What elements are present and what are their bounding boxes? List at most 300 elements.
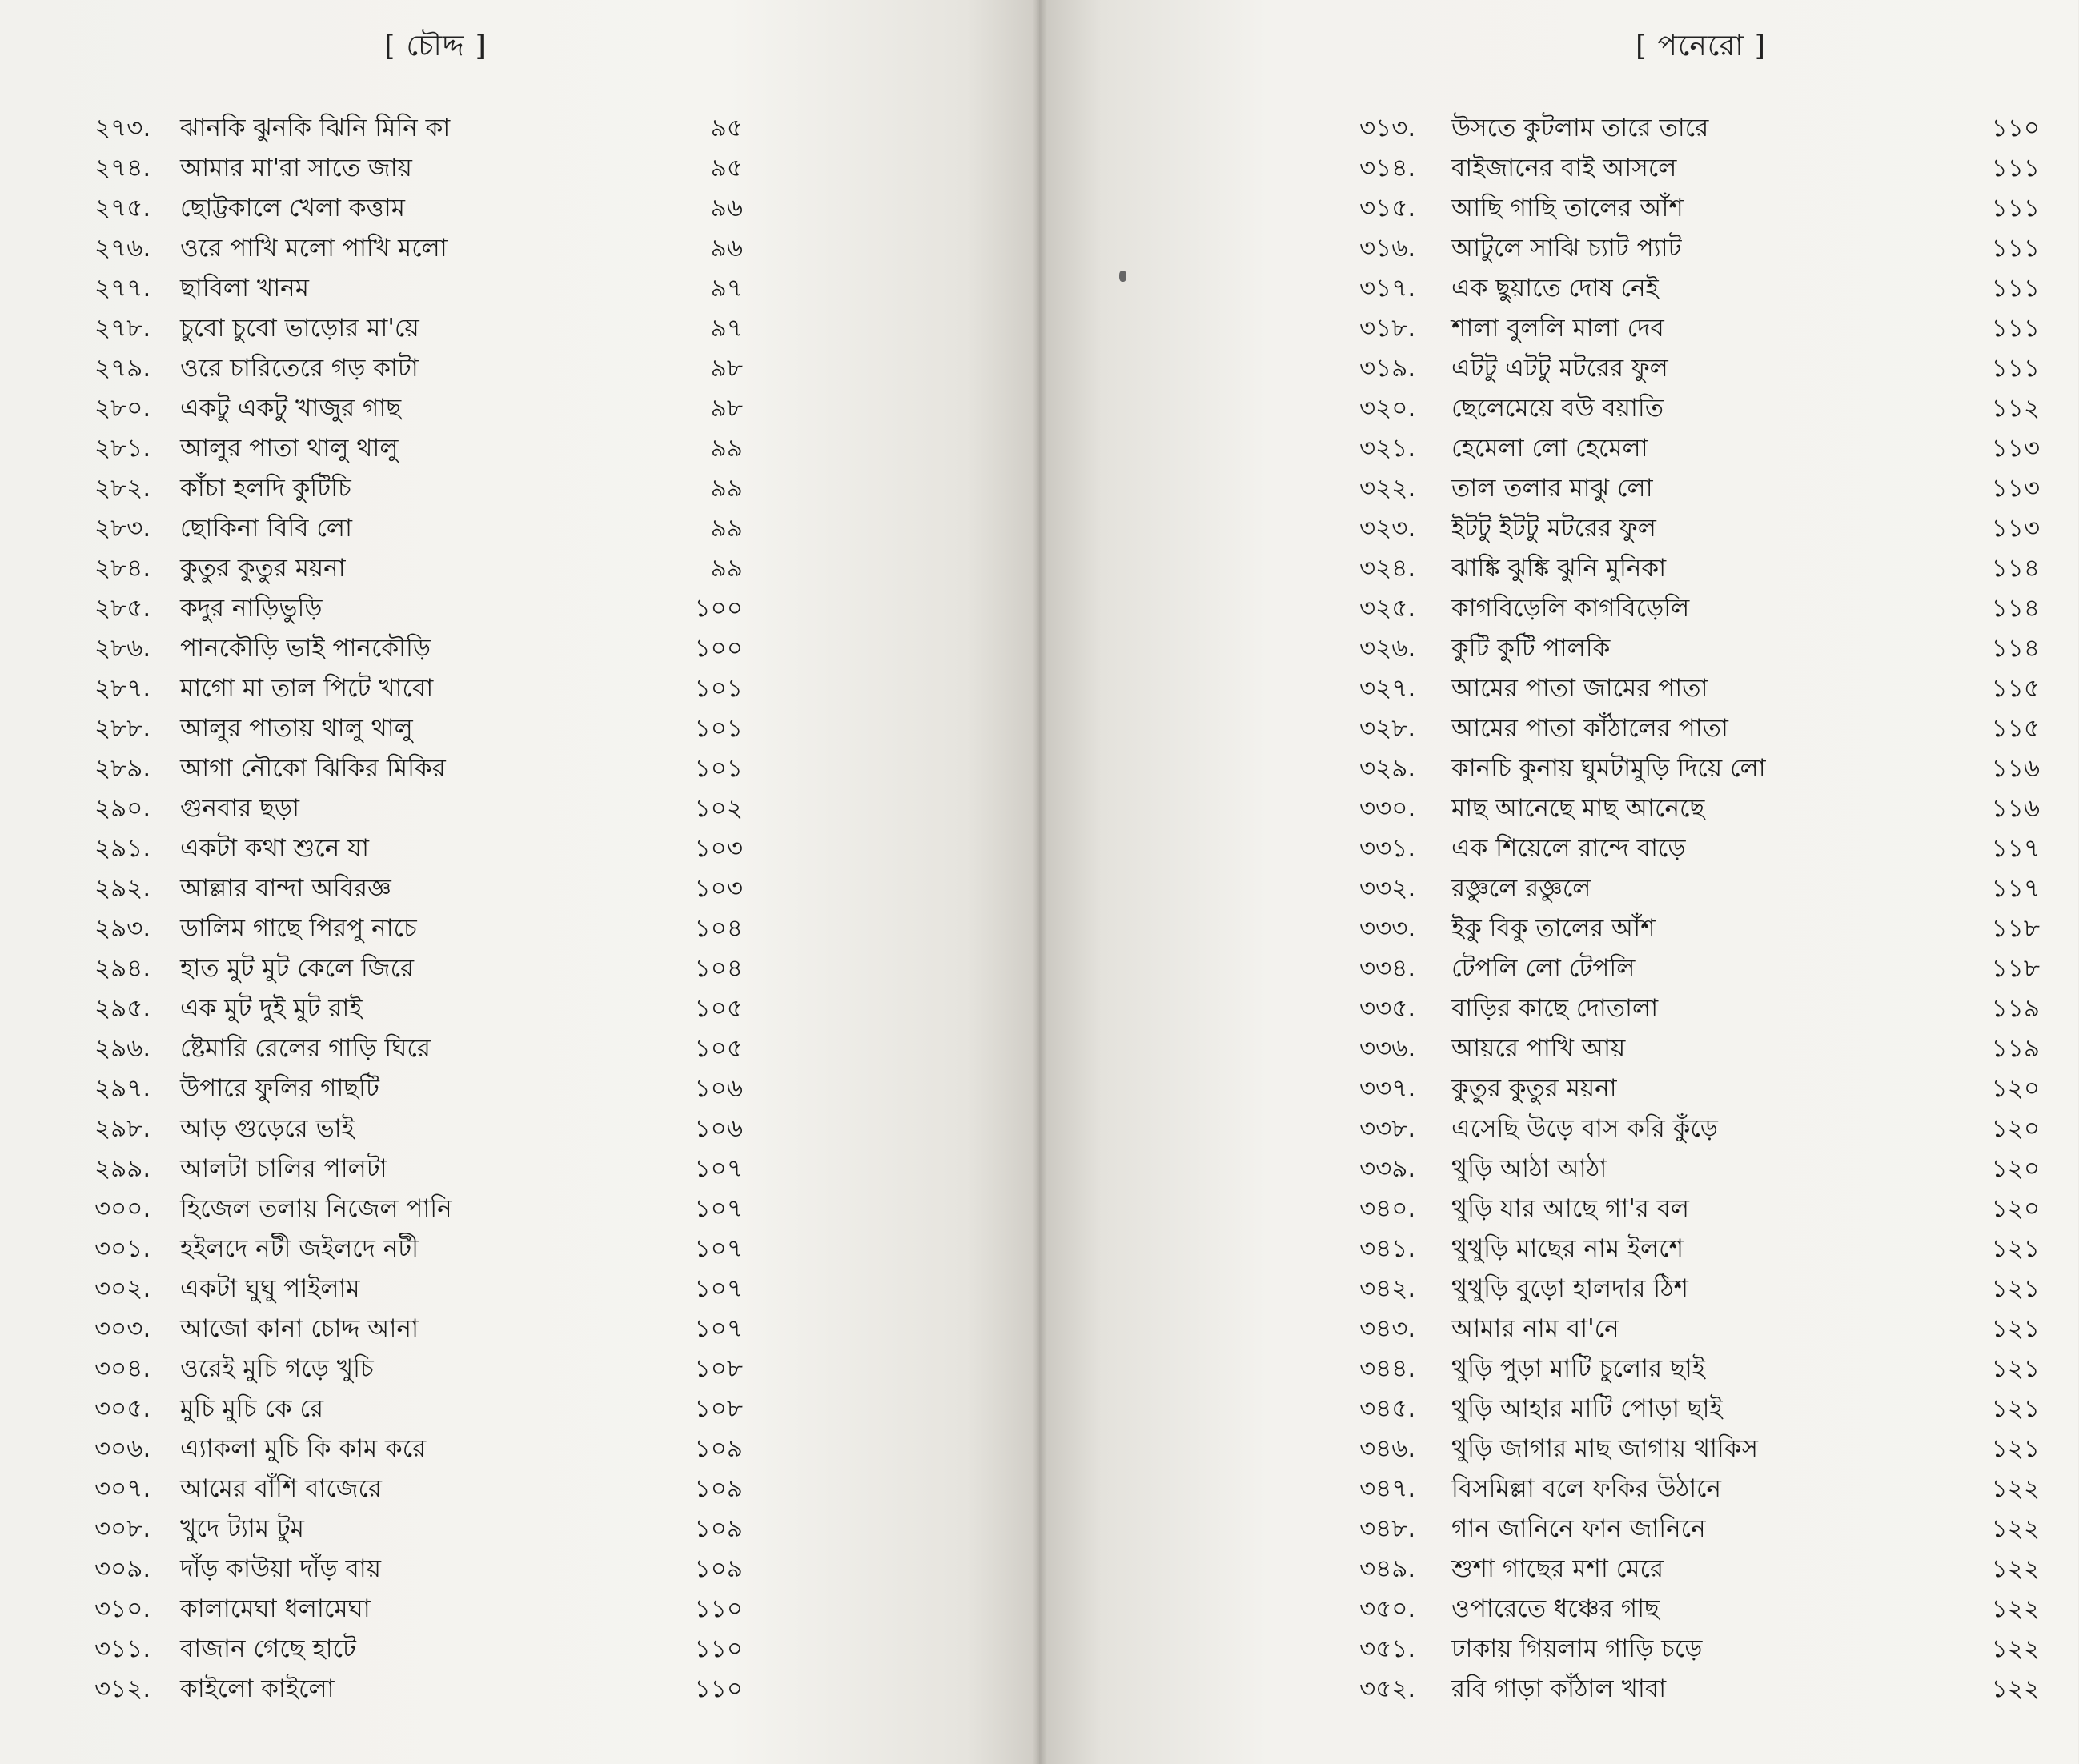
entry-title: থুথুড়ি মাছের নাম ইলশে: [1451, 1234, 1684, 1263]
entry-title: ওপারেতে ধঞ্চের গাছ: [1451, 1594, 1660, 1623]
entry-page-number: ১০১: [694, 714, 743, 743]
entry-title: দাঁড় কাউয়া দাঁড় বায়: [180, 1554, 381, 1583]
index-entry: [0, 1229, 1039, 1269]
entry-number: ২৯৩.: [94, 914, 151, 943]
entry-page-number: ১২২: [1991, 1474, 2040, 1503]
index-entry: [0, 948, 1039, 988]
entry-number: ৩০৯.: [94, 1554, 151, 1583]
entry-number: ৩৪৫.: [1359, 1394, 1416, 1423]
entry-title: আমার মা'রা সাতে জায়: [180, 154, 412, 182]
entry-title: গুনবার ছড়া: [180, 794, 300, 823]
entry-number: ৩৪৮.: [1359, 1514, 1416, 1543]
index-entry: [0, 1389, 1039, 1429]
entry-number: ২৮২.: [94, 474, 151, 503]
entry-page-number: ১০১: [694, 674, 743, 703]
entry-number: ৩৩৯.: [1359, 1154, 1416, 1183]
entry-title: আমের বাঁশি বাজেরে: [180, 1474, 382, 1503]
entry-number: ৩৩১.: [1359, 834, 1416, 863]
entry-page-number: ১২১: [1991, 1234, 2040, 1263]
entry-number: ৩৩৩.: [1359, 914, 1416, 943]
entry-title: হেমেলা লো হেমেলা: [1451, 434, 1648, 463]
index-entry: [1039, 828, 2078, 868]
entry-title: কুতুর কুতুর ময়না: [1451, 1074, 1617, 1103]
entry-number: ৩২২.: [1359, 474, 1416, 503]
entry-page-number: ১০৯: [694, 1554, 743, 1583]
entry-page-number: ৯৯: [710, 554, 743, 583]
entry-title: এক মুট দুই মুট রাই: [180, 994, 363, 1023]
index-entry: [1039, 1189, 2078, 1229]
entry-number: ৩১৮.: [1359, 314, 1416, 343]
entry-page-number: ১০৫: [694, 1034, 743, 1063]
entry-title: বাড়ির কাছে দোতালা: [1451, 994, 1659, 1023]
index-entry: [0, 628, 1039, 668]
entry-number: ২৯৪.: [94, 954, 151, 983]
index-entry: [0, 868, 1039, 908]
entry-title: ছেলেমেয়ে বউ বয়াতি: [1451, 394, 1664, 423]
entry-page-number: ১১৬: [1991, 754, 2040, 783]
index-entry: [1039, 148, 2078, 188]
entry-title: কাঁচা হলদি কুটিচি: [180, 474, 351, 503]
entry-title: আমের পাতা জামের পাতা: [1451, 674, 1708, 703]
entry-number: ৩০৪.: [94, 1354, 151, 1383]
entry-title: আয়রে পাখি আয়: [1451, 1034, 1626, 1063]
entry-page-number: ১২০: [1991, 1114, 2040, 1143]
index-entry: [1039, 348, 2078, 388]
entry-title: ষ্টেমারি রেলের গাড়ি ঘিরে: [180, 1034, 431, 1063]
entry-title: আলটা চালির পালটা: [180, 1154, 387, 1183]
entry-number: ২৭৩.: [94, 114, 151, 142]
entry-title: এটটু এটটু মটরের ফুল: [1451, 354, 1668, 383]
entry-page-number: ১১৫: [1991, 674, 2040, 703]
index-entry: [1039, 708, 2078, 748]
entry-page-number: ১১১: [1991, 314, 2040, 343]
index-entry: [1039, 1149, 2078, 1189]
entry-number: ২৮০.: [94, 394, 151, 423]
entry-page-number: ১০১: [694, 754, 743, 783]
entry-title: বাইজানের বাই আসলে: [1451, 154, 1677, 182]
entry-page-number: ১০৮: [694, 1394, 743, 1423]
entry-page-number: ৯৯: [710, 474, 743, 503]
index-entry: [1039, 108, 2078, 148]
right-page-header: [ পনেরো ]: [1636, 30, 1767, 62]
entry-number: ৩১৪.: [1359, 154, 1416, 182]
entry-number: ২৮৮.: [94, 714, 151, 743]
entry-title: ঢাকায় গিয়লাম গাড়ি চড়ে: [1451, 1634, 1703, 1663]
entry-title: আল্লার বান্দা অবিরজ্ঞ: [180, 874, 391, 903]
entry-number: ৩৪১.: [1359, 1234, 1416, 1263]
entry-title: আলুর পাতায় থালু থালু: [180, 714, 413, 743]
entry-page-number: ১০৬: [694, 1114, 743, 1143]
entry-page-number: ১০০: [694, 594, 743, 623]
entry-title: আলুর পাতা থালু থালু: [180, 434, 399, 463]
entry-number: ৩৪৭.: [1359, 1474, 1416, 1503]
index-entry: [0, 428, 1039, 468]
index-entry: [1039, 1669, 2078, 1709]
index-entry: [1039, 668, 2078, 708]
entry-number: ৩১৬.: [1359, 234, 1416, 263]
index-entry: [0, 228, 1039, 268]
entry-page-number: ১২০: [1991, 1074, 2040, 1103]
index-entry: [1039, 188, 2078, 228]
right-page: [1039, 0, 2078, 1764]
index-entry: [1039, 588, 2078, 628]
entry-page-number: ১২২: [1991, 1594, 2040, 1623]
index-entry: [1039, 1349, 2078, 1389]
entry-title: চুবো চুবো ভাড়োর মা'য়ে: [180, 314, 419, 343]
entry-page-number: ১১৪: [1991, 634, 2040, 663]
index-entry: [0, 1509, 1039, 1549]
entry-number: ৩৪৩.: [1359, 1314, 1416, 1343]
entry-number: ৩৪৪.: [1359, 1354, 1416, 1383]
entry-number: ৩০১.: [94, 1234, 151, 1263]
entry-page-number: ৯৫: [710, 154, 743, 182]
entry-page-number: ১১১: [1991, 354, 2040, 383]
index-entry: [1039, 1469, 2078, 1509]
entry-title: থুড়ি যার আছে গা'র বল: [1451, 1194, 1690, 1223]
entry-title: রবি গাড়া কাঁঠাল খাবা: [1451, 1674, 1667, 1703]
index-entry: [1039, 1589, 2078, 1629]
entry-number: ৩০৩.: [94, 1314, 151, 1343]
entry-title: ইটটু ইটটু মটরের ফুল: [1451, 514, 1656, 543]
index-entry: [1039, 388, 2078, 428]
entry-page-number: ১০৩: [694, 834, 743, 863]
entry-number: ২৮৬.: [94, 634, 151, 663]
entry-page-number: ১১০: [694, 1634, 743, 1663]
index-entry: [1039, 948, 2078, 988]
index-entry: [0, 308, 1039, 348]
entry-number: ৩১৯.: [1359, 354, 1416, 383]
entry-page-number: ১২১: [1991, 1394, 2040, 1423]
entry-title: একটু একটু খাজুর গাছ: [180, 394, 402, 423]
entry-title: কুতুর কুতুর ময়না: [180, 554, 346, 583]
entry-title: ঝানকি ঝুনকি ঝিনি মিনি কা: [180, 114, 451, 142]
entry-page-number: ১১৭: [1991, 874, 2040, 903]
entry-page-number: ১২১: [1991, 1274, 2040, 1303]
entry-page-number: ১০৬: [694, 1074, 743, 1103]
entry-number: ২৭৪.: [94, 154, 151, 182]
entry-page-number: ৯৯: [710, 514, 743, 543]
entry-title: ওরে চারিতেরে গড় কাটা: [180, 354, 419, 383]
entry-title: পানকৌড়ি ভাই পানকৌড়ি: [180, 634, 431, 663]
entry-number: ৩১২.: [94, 1674, 151, 1703]
entry-number: ৩২১.: [1359, 434, 1416, 463]
entry-page-number: ১১৯: [1991, 1034, 2040, 1063]
entry-title: আমার নাম বা'নে: [1451, 1314, 1619, 1343]
entry-number: ৩৪৯.: [1359, 1554, 1416, 1583]
index-entry: [1039, 308, 2078, 348]
index-entry: [0, 708, 1039, 748]
entry-number: ৩৪২.: [1359, 1274, 1416, 1303]
entry-page-number: ১১২: [1991, 394, 2040, 423]
entry-number: ৩৫২.: [1359, 1674, 1416, 1703]
index-entry: [0, 348, 1039, 388]
entry-title: ঝাঙ্কি ঝুঙ্কি ঝুনি মুনিকা: [1451, 554, 1667, 583]
entry-page-number: ১১৬: [1991, 794, 2040, 823]
entry-title: থুথুড়ি বুড়ো হালদার ঠিশ: [1451, 1274, 1689, 1303]
entry-number: ৩২৪.: [1359, 554, 1416, 583]
entry-number: ২৭৭.: [94, 274, 151, 303]
entry-title: এসেছি উড়ে বাস করি কুঁড়ে: [1451, 1114, 1718, 1143]
entry-title: আটুলে সাঝি চ্যাট প্যাট: [1451, 234, 1682, 263]
entry-number: ৩২৫.: [1359, 594, 1416, 623]
entry-page-number: ১২০: [1991, 1194, 2040, 1223]
entry-number: ২৮১.: [94, 434, 151, 463]
entry-number: ৩০২.: [94, 1274, 151, 1303]
entry-number: ২৯১.: [94, 834, 151, 863]
entry-title: ছোট্টকালে খেলা কত্তাম: [180, 194, 405, 223]
entry-title: শালা বুললি মালা দেব: [1451, 314, 1664, 343]
index-entry: [1039, 1269, 2078, 1309]
entry-page-number: ১১৪: [1991, 554, 2040, 583]
entry-number: ৩৫০.: [1359, 1594, 1416, 1623]
entry-title: তাল তলার মাঝু লো: [1451, 474, 1653, 503]
index-entry: [0, 1109, 1039, 1149]
entry-title: উসতে কুটলাম তারে তারে: [1451, 114, 1709, 142]
entry-title: আজো কানা চোদ্দ আনা: [180, 1314, 419, 1343]
index-entry: [0, 1349, 1039, 1389]
index-entry: [0, 108, 1039, 148]
entry-number: ৩৩৭.: [1359, 1074, 1416, 1103]
index-entry: [0, 828, 1039, 868]
entry-title: থুড়ি পুড়া মাটি চুলোর ছাই: [1451, 1354, 1705, 1383]
entry-number: ৩০০.: [94, 1194, 151, 1223]
entry-title: রজ্ঞুলে রজ্ঞুলে: [1451, 874, 1591, 903]
entry-page-number: ১০৯: [694, 1514, 743, 1543]
index-entry: [0, 1149, 1039, 1189]
entry-title: বিসমিল্লা বলে ফকির উঠানে: [1451, 1474, 1722, 1503]
entry-number: ৩৪৬.: [1359, 1434, 1416, 1463]
entry-title: মাছ আনেছে মাছ আনেছে: [1451, 794, 1705, 823]
entry-page-number: ১২২: [1991, 1514, 2040, 1543]
entry-number: ৩১৩.: [1359, 114, 1416, 142]
index-entry: [0, 1429, 1039, 1469]
index-entry: [0, 1669, 1039, 1709]
entry-title: কাগবিড়েলি কাগবিড়েলি: [1451, 594, 1690, 623]
index-entry: [0, 148, 1039, 188]
entry-number: ৩২৮.: [1359, 714, 1416, 743]
entry-title: ছোকিনা বিবি লো: [180, 514, 353, 543]
index-entry: [0, 268, 1039, 308]
index-entry: [1039, 868, 2078, 908]
entry-page-number: ১০৫: [694, 994, 743, 1023]
entry-page-number: ৯৬: [710, 234, 743, 263]
entry-page-number: ১১৯: [1991, 994, 2040, 1023]
entry-number: ৩০৫.: [94, 1394, 151, 1423]
entry-title: ওরেই মুচি গড়ে খুচি: [180, 1354, 374, 1383]
entry-number: ৩৩৫.: [1359, 994, 1416, 1023]
index-entry: [1039, 1549, 2078, 1589]
entry-page-number: ১১৪: [1991, 594, 2040, 623]
left-index-list: [0, 108, 1039, 1709]
index-entry: [1039, 908, 2078, 948]
entry-page-number: ১১৫: [1991, 714, 2040, 743]
entry-page-number: ৯৮: [710, 394, 743, 423]
entry-number: ২৯৬.: [94, 1034, 151, 1063]
entry-page-number: ১২২: [1991, 1674, 2040, 1703]
entry-title: শুশা গাছের মশা মেরে: [1451, 1554, 1664, 1583]
entry-title: খুদে ট্যাম টুম: [180, 1514, 304, 1543]
index-entry: [0, 1189, 1039, 1229]
entry-title: কাইলো কাইলো: [180, 1674, 335, 1703]
entry-page-number: ১০৩: [694, 874, 743, 903]
index-entry: [0, 588, 1039, 628]
entry-title: আছি গাছি তালের আঁশ: [1451, 194, 1684, 223]
entry-number: ২৭৯.: [94, 354, 151, 383]
entry-number: ২৭৬.: [94, 234, 151, 263]
entry-number: ২৮৩.: [94, 514, 151, 543]
entry-title: ডালিম গাছে পিরপু নাচে: [180, 914, 417, 943]
index-entry: [1039, 628, 2078, 668]
entry-title: টেপলি লো টেপলি: [1451, 954, 1636, 983]
entry-title: বাজান গেছে হাটে: [180, 1634, 356, 1663]
entry-page-number: ১১১: [1991, 274, 2040, 303]
index-entry: [0, 388, 1039, 428]
index-entry: [0, 1269, 1039, 1309]
entry-page-number: ১১০: [1991, 114, 2040, 142]
entry-title: একটা কথা শুনে যা: [180, 834, 369, 863]
entry-page-number: ৯৯: [710, 434, 743, 463]
entry-page-number: ১১১: [1991, 234, 2040, 263]
entry-page-number: ১১৮: [1991, 914, 2040, 943]
entry-page-number: ১১১: [1991, 154, 2040, 182]
index-entry: [0, 1589, 1039, 1629]
entry-number: ৩০৭.: [94, 1474, 151, 1503]
index-entry: [0, 1549, 1039, 1589]
index-entry: [0, 1068, 1039, 1109]
entry-title: ইকু বিকু তালের আঁশ: [1451, 914, 1656, 943]
entry-number: ৩২৬.: [1359, 634, 1416, 663]
index-entry: [1039, 1068, 2078, 1109]
entry-page-number: ১২২: [1991, 1554, 2040, 1583]
entry-number: ৩৪০.: [1359, 1194, 1416, 1223]
index-entry: [1039, 788, 2078, 828]
entry-page-number: ১০৭: [694, 1314, 743, 1343]
index-entry: [0, 468, 1039, 508]
entry-number: ৩৩৮.: [1359, 1114, 1416, 1143]
entry-title: কুটি কুটি পালকি: [1451, 634, 1611, 663]
entry-page-number: ১০৮: [694, 1354, 743, 1383]
entry-number: ২৯০.: [94, 794, 151, 823]
entry-page-number: ৯৫: [710, 114, 743, 142]
entry-page-number: ১০৭: [694, 1234, 743, 1263]
right-index-list: [1039, 108, 2078, 1709]
entry-title: কদুর নাড়িভুড়ি: [180, 594, 323, 623]
entry-page-number: ১১১: [1991, 194, 2040, 223]
entry-title: এক ছুয়াতে দোষ নেই: [1451, 274, 1659, 303]
entry-page-number: ১২১: [1991, 1354, 2040, 1383]
entry-title: কালামেঘা ধলামেঘা: [180, 1594, 371, 1623]
entry-title: আগা নৌকো ঝিকির মিকির: [180, 754, 446, 783]
entry-number: ৩৩৪.: [1359, 954, 1416, 983]
entry-page-number: ১০৭: [694, 1194, 743, 1223]
entry-number: ২৭৫.: [94, 194, 151, 223]
entry-number: ২৮৫.: [94, 594, 151, 623]
entry-page-number: ১২২: [1991, 1634, 2040, 1663]
index-entry: [1039, 508, 2078, 548]
entry-page-number: ৯৮: [710, 354, 743, 383]
entry-title: আড় গুড়েরে ভাই: [180, 1114, 355, 1143]
entry-page-number: ১১০: [694, 1674, 743, 1703]
entry-page-number: ১২১: [1991, 1434, 2040, 1463]
entry-title: মাগো মা তাল পিটে খাবো: [180, 674, 434, 703]
entry-title: হইলদে নটী জইলদে নটী: [180, 1234, 419, 1263]
index-entry: [1039, 1309, 2078, 1349]
index-entry: [0, 668, 1039, 708]
index-entry: [0, 988, 1039, 1028]
entry-number: ৩৫১.: [1359, 1634, 1416, 1663]
index-entry: [0, 1629, 1039, 1669]
entry-number: ৩১১.: [94, 1634, 151, 1663]
index-entry: [1039, 268, 2078, 308]
entry-number: ৩১০.: [94, 1594, 151, 1623]
index-entry: [1039, 1229, 2078, 1269]
entry-number: ৩২৯.: [1359, 754, 1416, 783]
index-entry: [1039, 748, 2078, 788]
entry-title: গান জানিনে ফান জানিনে: [1451, 1514, 1706, 1543]
left-page: [0, 0, 1039, 1764]
index-entry: [1039, 548, 2078, 588]
entry-title: এ্যাকলা মুচি কি কাম করে: [180, 1434, 427, 1463]
entry-page-number: ১০৭: [694, 1154, 743, 1183]
index-entry: [1039, 1629, 2078, 1669]
index-entry: [1039, 1429, 2078, 1469]
entry-title: হাত মুট মুট কেলে জিরে: [180, 954, 415, 983]
entry-title: একটা ঘুঘু পাইলাম: [180, 1274, 360, 1303]
entry-number: ৩৩০.: [1359, 794, 1416, 823]
entry-title: ছাবিলা খানম: [180, 274, 309, 303]
entry-number: ৩২০.: [1359, 394, 1416, 423]
entry-number: ৩৩২.: [1359, 874, 1416, 903]
index-entry: [0, 1309, 1039, 1349]
entry-number: ৩২৩.: [1359, 514, 1416, 543]
entry-page-number: ১০৭: [694, 1274, 743, 1303]
entry-page-number: ১০৪: [694, 954, 743, 983]
entry-title: ওরে পাখি মলো পাখি মলো: [180, 234, 448, 263]
entry-page-number: ১১৩: [1991, 514, 2040, 543]
entry-page-number: ১২০: [1991, 1154, 2040, 1183]
entry-page-number: ১০৯: [694, 1434, 743, 1463]
entry-page-number: ৯৬: [710, 194, 743, 223]
index-entry: [1039, 988, 2078, 1028]
entry-number: ৩০৮.: [94, 1514, 151, 1543]
entry-title: হিজেল তলায় নিজেল পানি: [180, 1194, 452, 1223]
entry-number: ২৯২.: [94, 874, 151, 903]
entry-number: ৩৩৬.: [1359, 1034, 1416, 1063]
index-entry: [0, 908, 1039, 948]
entry-page-number: ১১৩: [1991, 434, 2040, 463]
entry-number: ২৯৫.: [94, 994, 151, 1023]
entry-number: ২৮৪.: [94, 554, 151, 583]
entry-number: ২৯৯.: [94, 1154, 151, 1183]
entry-number: ৩১৫.: [1359, 194, 1416, 223]
entry-number: ২৯৭.: [94, 1074, 151, 1103]
index-entry: [0, 508, 1039, 548]
entry-number: ২৮৭.: [94, 674, 151, 703]
entry-page-number: ৯৭: [710, 274, 743, 303]
index-entry: [1039, 1389, 2078, 1429]
entry-number: ২৭৮.: [94, 314, 151, 343]
index-entry: [1039, 1028, 2078, 1068]
entry-page-number: ১০০: [694, 634, 743, 663]
left-page-header: [ চৌদ্দ ]: [384, 30, 487, 62]
entry-page-number: ১০৯: [694, 1474, 743, 1503]
index-entry: [1039, 1509, 2078, 1549]
entry-title: মুচি মুচি কে রে: [180, 1394, 324, 1423]
index-entry: [1039, 228, 2078, 268]
index-entry: [0, 748, 1039, 788]
index-entry: [0, 1028, 1039, 1068]
entry-page-number: ৯৭: [710, 314, 743, 343]
